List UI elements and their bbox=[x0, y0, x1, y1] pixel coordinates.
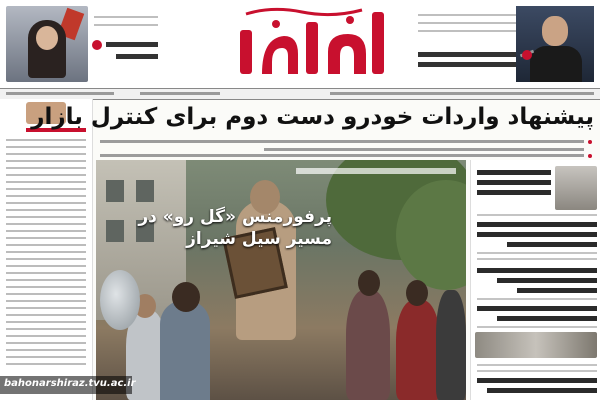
child-figure bbox=[160, 300, 210, 400]
promo-line-1 bbox=[94, 16, 158, 18]
rc-head-2[interactable] bbox=[477, 222, 597, 227]
watermark bbox=[0, 376, 136, 394]
bullet-icon bbox=[588, 140, 592, 144]
dateline-text-left bbox=[6, 92, 114, 95]
subhead-line-2 bbox=[264, 148, 584, 151]
promo-photo-woman bbox=[6, 6, 88, 82]
rp-line-1 bbox=[418, 14, 516, 16]
rp-title-2 bbox=[418, 62, 516, 67]
dateline-text-right bbox=[330, 92, 594, 95]
bullet-icon bbox=[588, 154, 592, 158]
subhead-line-1 bbox=[100, 140, 584, 143]
rp-title-1 bbox=[418, 52, 516, 57]
rp-line-2 bbox=[418, 22, 516, 24]
sidebar-column bbox=[0, 99, 93, 400]
rc-head-1[interactable] bbox=[477, 170, 551, 175]
rp-badge-icon bbox=[522, 50, 532, 60]
right-news-column bbox=[470, 160, 600, 400]
subhead-line-3 bbox=[100, 154, 584, 157]
main-headline[interactable]: پیشنهاد واردات خودرو دست دوم برای کنترل بازار bbox=[31, 104, 594, 130]
rc-photo-2 bbox=[475, 332, 597, 358]
promo-subtitle bbox=[116, 54, 158, 59]
rc-head-5[interactable] bbox=[477, 378, 597, 383]
promo-line-2 bbox=[94, 24, 158, 26]
dateline-text-middle bbox=[140, 92, 220, 95]
promo-badge-icon bbox=[92, 40, 102, 50]
right-promo[interactable] bbox=[410, 0, 600, 88]
promo-title bbox=[106, 42, 158, 47]
masthead bbox=[0, 0, 600, 88]
photo-title[interactable]: پرفورمنس «گل رو» در مسیر سیل شیراز bbox=[138, 207, 332, 249]
pan-prop bbox=[100, 270, 140, 330]
promo-photo-official bbox=[516, 6, 594, 82]
rp-line-3 bbox=[418, 30, 516, 32]
watermark-text: bahonarshiraz.tvu.ac.ir bbox=[4, 378, 136, 389]
left-promo[interactable] bbox=[0, 0, 165, 88]
rc-head-3[interactable] bbox=[477, 268, 597, 273]
afsaneh-logo-icon bbox=[232, 4, 392, 82]
photo-caption bbox=[296, 168, 456, 174]
rc-head-4[interactable] bbox=[477, 306, 597, 311]
rc-photo-1 bbox=[555, 166, 597, 210]
